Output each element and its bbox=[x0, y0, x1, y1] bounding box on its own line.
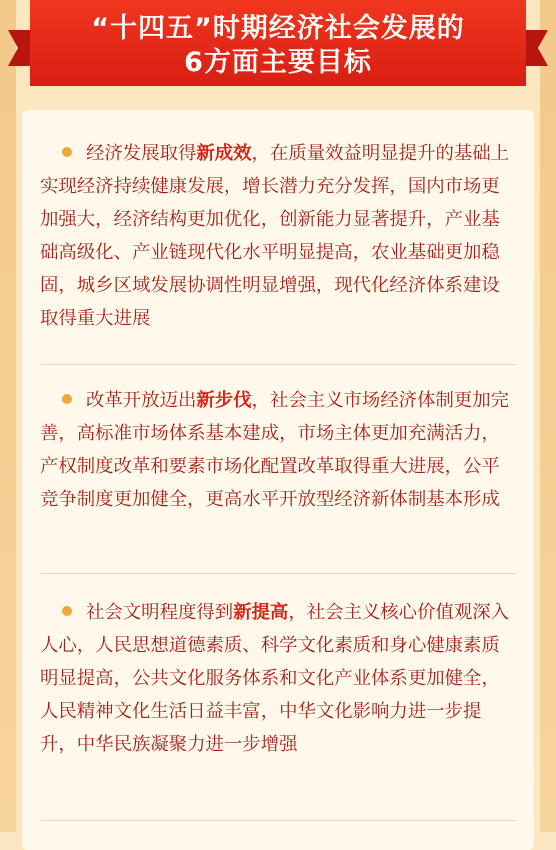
right-decor-band bbox=[540, 0, 556, 832]
page-title-line-1: “十四五”时期经济社会发展的 bbox=[91, 13, 465, 44]
goal-text-pre: 改革开放迈出 bbox=[86, 390, 197, 411]
goal-text-pre: 经济发展取得 bbox=[86, 143, 197, 164]
goal-highlight: 新步伐 bbox=[196, 390, 252, 411]
goal-text-pre: 社会文明程度得到 bbox=[86, 602, 234, 623]
goal-item bbox=[40, 596, 516, 761]
bullet-icon bbox=[62, 606, 72, 616]
goal-text-post: ，在质量效益明显提升的基础上实现经济持续健康发展，增长潜力充分发挥，国内市场更加强大，经济结构更加优化，创新能力显著提升，产业基础高级化、产业链现代化水平明显提高，农业基础更加稳固，城乡区域发展协调性明显增强，现代化经济体系建设取得重大进展 bbox=[40, 143, 510, 329]
goal-text-post: ，社会主义市场经济体制更加完善，高标准市场体系基本建成，市场主体更加充满活力，产权制度改革和要素市场化配置改革取得重大进展，公平竞争制度更加健全，更高水平开放型经济新体制基本形成 bbox=[40, 390, 510, 510]
title-banner bbox=[8, 0, 548, 92]
bullet-icon bbox=[62, 394, 72, 404]
item-divider bbox=[40, 364, 516, 365]
goal-item bbox=[40, 137, 516, 335]
goal-item bbox=[40, 384, 516, 516]
bullet-icon bbox=[62, 147, 72, 157]
goal-highlight: 新提高 bbox=[233, 602, 289, 623]
page-title-line-2: 6方面主要目标 bbox=[184, 47, 372, 78]
goal-text-post: ，社会主义核心价值观深入人心，人民思想道德素质、科学文化素质和身心健康素质明显提高，公共文化服务体系和文化产业体系更加健全，人民精神文化生活日益丰富，中华文化影响力进一步提升，中华民族凝聚力进一步增强 bbox=[40, 602, 510, 755]
item-divider bbox=[40, 573, 516, 574]
item-divider bbox=[40, 820, 516, 821]
goal-highlight: 新成效 bbox=[196, 143, 252, 164]
left-decor-band bbox=[0, 0, 16, 832]
